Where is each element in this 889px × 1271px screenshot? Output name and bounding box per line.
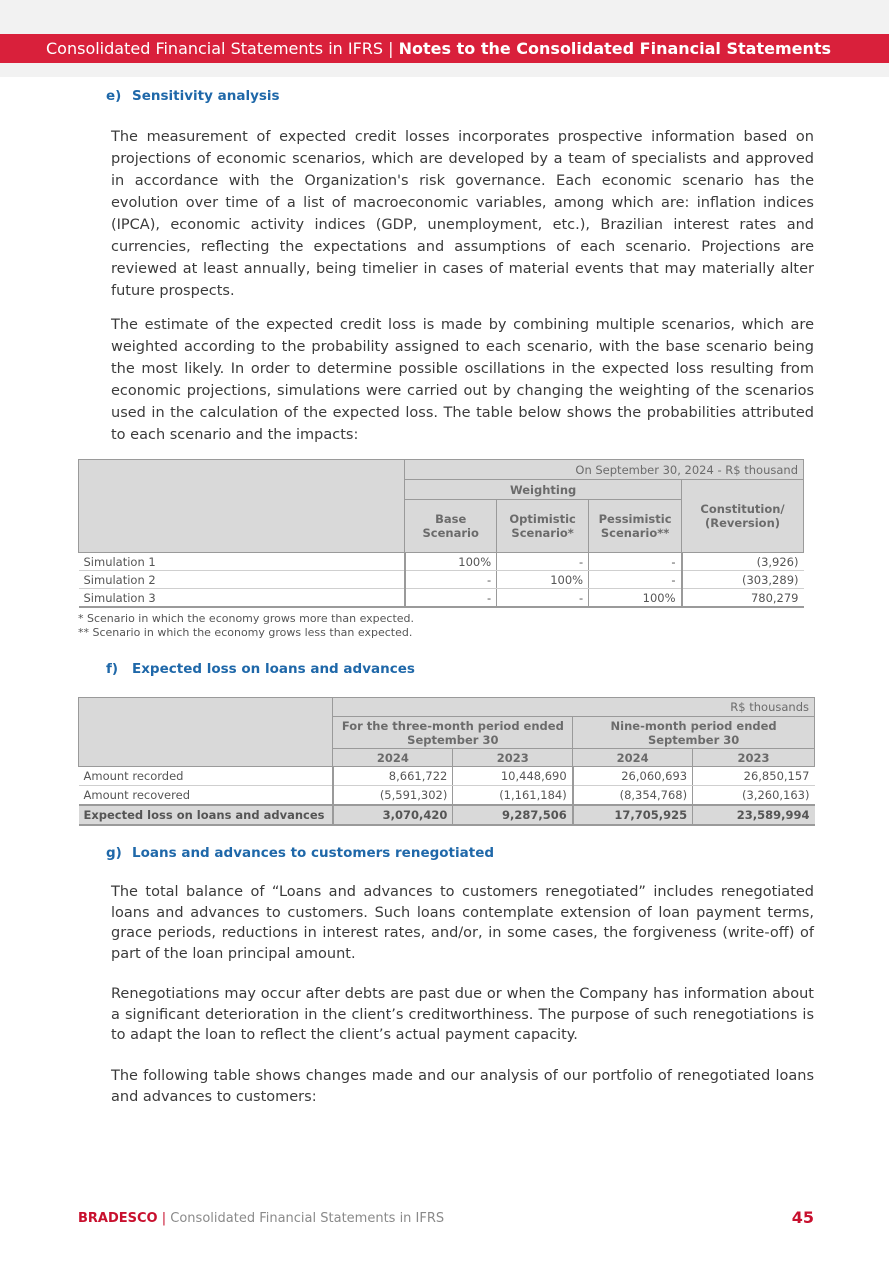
footnote: ** Scenario in which the economy grows less than expected.	[78, 626, 413, 639]
sensitivity-table	[78, 459, 804, 608]
pessimistic-scenario-header: Pessimistic Scenario**	[589, 500, 682, 553]
section-e-paragraph-1: The measurement of expected credit losses incorporates prospective information based on projections of economic scenarios, which are developed by a team of specialists and approved in accordance with the Organization's risk governance. Each economic scenario has the evolution over time of a list of macroeconomic variables, among which are: inflation indices (IPCA), economic activity indices (GDP, unemployment, etc.), Brazilian interest rates and currencies, reflecting the expectations and assumptions of each scenario. Projections are reviewed at least annually, being timelier in cases of material events that may materially alter future prospects.	[111, 129, 814, 299]
base-scenario-header: Base Scenario	[405, 500, 497, 553]
section-g-letter: g)	[106, 845, 122, 861]
section-g-heading	[106, 845, 494, 861]
row-label: Simulation 2	[79, 571, 405, 589]
table-corner	[79, 698, 333, 767]
year-header: 2023	[453, 749, 573, 767]
section-e-title: Sensitivity analysis	[132, 88, 280, 104]
cell: (5,591,302)	[333, 786, 453, 806]
three-month-header: For the three-month period ended September 30	[333, 717, 573, 749]
header-underband	[0, 63, 889, 77]
row-label: Simulation 3	[79, 589, 405, 608]
table-row	[79, 553, 804, 571]
table-row	[79, 786, 815, 806]
cell: 780,279	[682, 589, 804, 608]
expected-loss-table	[78, 697, 815, 826]
cell: 8,661,722	[333, 767, 453, 786]
header-section-title: Notes to the Consolidated Financial Statements	[398, 39, 832, 58]
year-header: 2024	[333, 749, 453, 767]
cell: -	[589, 553, 682, 571]
cell: -	[405, 589, 497, 608]
table1-caption: On September 30, 2024 - R$ thousand	[405, 460, 804, 480]
cell: 100%	[589, 589, 682, 608]
table-row	[79, 767, 815, 786]
cell: 100%	[497, 571, 589, 589]
cell: -	[589, 571, 682, 589]
optimistic-scenario-header: Optimistic Scenario*	[497, 500, 589, 553]
section-g-paragraph-1: The total balance of “Loans and advances to customers renegotiated” includes renegotiated loans and advances to customers. Such loans contemplate extension of loan payment terms, grace periods, reductions in interest rates, and/or, in some cases, the forgiveness (write-off) of part of the loan principal amount.	[111, 884, 814, 962]
cell: 100%	[405, 553, 497, 571]
cell: (1,161,184)	[453, 786, 573, 806]
cell: 9,287,506	[453, 805, 573, 825]
nine-month-header: Nine-month period ended September 30	[573, 717, 815, 749]
table1-footnotes	[78, 612, 414, 640]
cell: 23,589,994	[693, 805, 815, 825]
cell: -	[497, 589, 589, 608]
page-header	[0, 34, 889, 63]
row-label: Amount recovered	[79, 786, 333, 806]
cell: -	[405, 571, 497, 589]
row-label: Simulation 1	[79, 553, 405, 571]
cell: (303,289)	[682, 571, 804, 589]
section-e-paragraph-2: The estimate of the expected credit loss is made by combining multiple scenarios, which are weighted according to the probability assigned to each scenario, with the base scenario being the most likely. In order to determine possible oscillations in the expected loss resulting from economic projections, simulations were carried out by changing the weighting of the scenarios used in the calculation of the expected loss. The table below shows the probabilities attributed to each scenario and the impacts:	[111, 317, 814, 443]
section-f-heading	[106, 661, 415, 677]
year-header: 2024	[573, 749, 693, 767]
section-e-heading	[106, 88, 280, 104]
footer-separator: |	[161, 1211, 167, 1226]
cell: (8,354,768)	[573, 786, 693, 806]
top-strip	[0, 0, 889, 34]
section-f-title: Expected loss on loans and advances	[132, 661, 415, 677]
total-row	[79, 805, 815, 825]
section-g-paragraph-2: Renegotiations may occur after debts are past due or when the Company has information about a significant deterioration in the client’s creditworthiness. The purpose of such renegotiations is to adapt the loan to reflect the client’s actual payment capacity.	[111, 986, 814, 1043]
footer-title: Consolidated Financial Statements in IFRS	[170, 1211, 445, 1226]
cell: 26,060,693	[573, 767, 693, 786]
table2-caption: R$ thousands	[333, 698, 815, 717]
section-g-paragraph-3: The following table shows changes made and our analysis of our portfolio of renegotiated loans and advances to customers:	[111, 1068, 814, 1105]
section-e-letter: e)	[106, 88, 122, 104]
cell: 26,850,157	[693, 767, 815, 786]
table-row	[79, 589, 804, 608]
constitution-header: Constitution/ (Reversion)	[682, 480, 804, 553]
cell: 17,705,925	[573, 805, 693, 825]
table-corner	[79, 460, 405, 553]
table-row	[79, 571, 804, 589]
cell: 10,448,690	[453, 767, 573, 786]
section-g-title: Loans and advances to customers renegotiated	[132, 845, 495, 861]
cell: (3,926)	[682, 553, 804, 571]
total-label: Expected loss on loans and advances	[79, 805, 333, 825]
cell: (3,260,163)	[693, 786, 815, 806]
cell: -	[497, 553, 589, 571]
cell: 3,070,420	[333, 805, 453, 825]
row-label: Amount recorded	[79, 767, 333, 786]
weighting-header: Weighting	[405, 480, 682, 500]
year-header: 2023	[693, 749, 815, 767]
footer-brand: BRADESCO	[78, 1211, 158, 1226]
footnote: * Scenario in which the economy grows more than expected.	[78, 612, 415, 625]
footer	[78, 1211, 444, 1226]
header-document-title: Consolidated Financial Statements in IFRS |	[46, 39, 394, 58]
section-f-letter: f)	[106, 661, 119, 677]
page-number: 45	[791, 1208, 814, 1227]
